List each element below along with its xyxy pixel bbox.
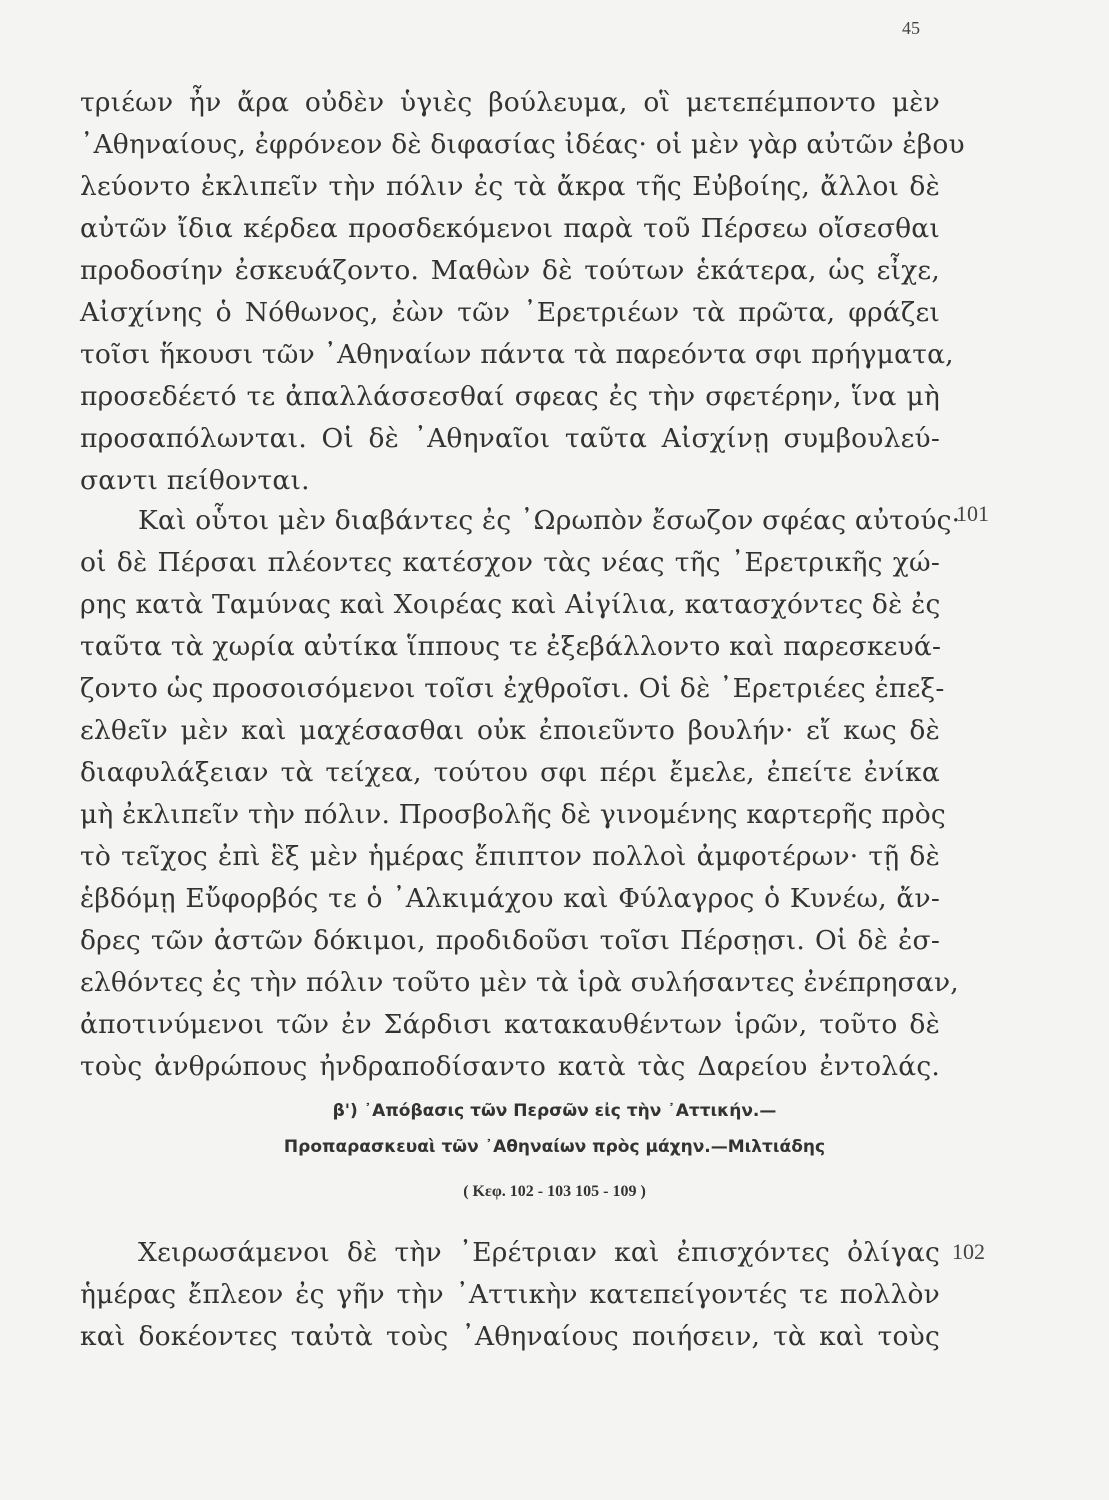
paragraph-3: [80, 1232, 940, 1358]
text-line: ἑβδόμῃ Εὔφορβός τε ὁ ᾿Αλκιμάχου καὶ Φύλαγρος ὁ Κυνέω, ἄν-: [80, 883, 940, 914]
text-line: καὶ δοκέοντες ταὐτὰ τοὺς ᾿Αθηναίους ποιήσειν, τὰ καὶ τοὺς: [80, 1321, 940, 1352]
text-line: Αἰσχίνης ὁ Νόθωνος, ἐὼν τῶν ᾿Ερετριέων τὰ πρῶτα, φράζει: [80, 297, 940, 328]
text-line: δρες τῶν ἀστῶν δόκιμοι, προδιδοῦσι τοῖσι Πέρσῃσι. Οἱ δὲ ἐσ-: [80, 925, 940, 956]
page-number: 45: [902, 18, 920, 38]
chapter-margin-number: 102: [952, 1239, 985, 1264]
text-line: Χειρωσάμενοι δὲ τὴν ᾿Ερέτριαν καὶ ἐπισχόντες ὀλίγας: [138, 1237, 940, 1268]
text-line: τριέων ἦν ἄρα οὐδὲν ὑγιὲς βούλευμα, οἳ μετεπέμποντο μὲν: [80, 87, 940, 118]
chapter-range: ( Κεφ. 102 - 103 105 - 109 ): [463, 1183, 646, 1200]
text-line: προσαπόλωνται. Οἱ δὲ ᾿Αθηναῖοι ταῦτα Αἰσχίνῃ συμβουλεύ-: [80, 423, 940, 454]
text-line: λεύοντο ἐκλιπεῖν τὴν πόλιν ἐς τὰ ἄκρα τῆς Εὐβοίης, ἄλλοι δὲ: [80, 171, 940, 202]
text-line: τὸ τεῖχος ἐπὶ ἓξ μὲν ἡμέρας ἔπιπτον πολλοὶ ἀμφοτέρων· τῇ δὲ: [80, 841, 940, 872]
paragraph-1: [80, 82, 965, 502]
text-line: προδοσίην ἐσκευάζοντο. Μαθὼν δὲ τούτων ἑκάτερα, ὡς εἶχε,: [80, 255, 940, 286]
text-line: μὴ ἐκλιπεῖν τὴν πόλιν. Προσβολῆς δὲ γινομένης καρτερῆς πρὸς: [80, 799, 946, 830]
text-line: διαφυλάξειαν τὰ τείχεα, τούτου σφι πέρι ἔμελε, ἐπείτε ἐνίκα: [80, 757, 940, 788]
text-line: ελθεῖν μὲν καὶ μαχέσασθαι οὐκ ἐποιεῦντο βουλήν· εἴ κως δὲ: [80, 715, 940, 746]
text-line: ᾿Αθηναίους, ἐφρόνεον δὲ διφασίας ἰδέας· οἱ μὲν γὰρ αὐτῶν ἐβου: [80, 129, 965, 160]
text-line: ζοντο ὡς προσοισόμενοι τοῖσι ἐχθροῖσι. Οἱ δὲ ᾿Ερετριέες ἐπεξ-: [80, 673, 945, 704]
text-line: τοὺς ἀνθρώπους ἠνδραποδίσαντο κατὰ τὰς Δαρείου ἐντολάς.: [80, 1051, 940, 1082]
text-line: προσεδέετό τε ἀπαλλάσσεσθαί σφεας ἐς τὴν σφετέρην, ἵνα μὴ: [80, 381, 940, 412]
text-line: ἡμέρας ἔπλεον ἐς γῆν τὴν ᾿Αττικὴν κατεπείγοντές τε πολλὸν: [80, 1279, 940, 1310]
chapter-margin-number: 101: [956, 501, 989, 526]
text-line: αὐτῶν ἴδια κέρδεα προσδεκόμενοι παρὰ τοῦ Πέρσεω οἴσεσθαι: [80, 213, 940, 244]
section-heading-line-1: β') ᾿Απόβασις τῶν Περσῶν εἰς τὴν ᾿Αττικήν.—: [332, 1101, 777, 1121]
paragraph-2: [80, 500, 961, 1088]
text-line: ταῦτα τὰ χωρία αὐτίκα ἵππους τε ἐξεβάλλοντο καὶ παρεσκευά-: [80, 631, 942, 662]
text-line: ελθόντες ἐς τὴν πόλιν τοῦτο μὲν τὰ ἱρὰ συλήσαντες ἐνέπρησαν,: [80, 967, 959, 998]
text-line: ἀποτινύμενοι τῶν ἐν Σάρδισι κατακαυθέντων ἱρῶν, τοῦτο δὲ: [80, 1009, 940, 1040]
text-line: τοῖσι ἥκουσι τῶν ᾿Αθηναίων πάντα τὰ παρεόντα σφι πρήγματα,: [80, 339, 954, 370]
text-line: Καὶ οὗτοι μὲν διαβάντες ἐς ᾿Ωρωπὸν ἔσωζον σφέας αὐτούς·: [138, 505, 961, 536]
text-line: σαντι πείθονται.: [80, 465, 310, 496]
text-line: ρης κατὰ Ταμύνας καὶ Χοιρέας καὶ Αἰγίλια, κατασχόντες δὲ ἐς: [80, 589, 941, 620]
section-heading-line-2: Προπαρασκευαὶ τῶν ᾿Αθηναίων πρὸς μάχην.—Μιλτιάδης: [283, 1137, 826, 1157]
text-line: οἱ δὲ Πέρσαι πλέοντες κατέσχον τὰς νέας τῆς ᾿Ερετρικῆς χώ-: [80, 547, 940, 578]
